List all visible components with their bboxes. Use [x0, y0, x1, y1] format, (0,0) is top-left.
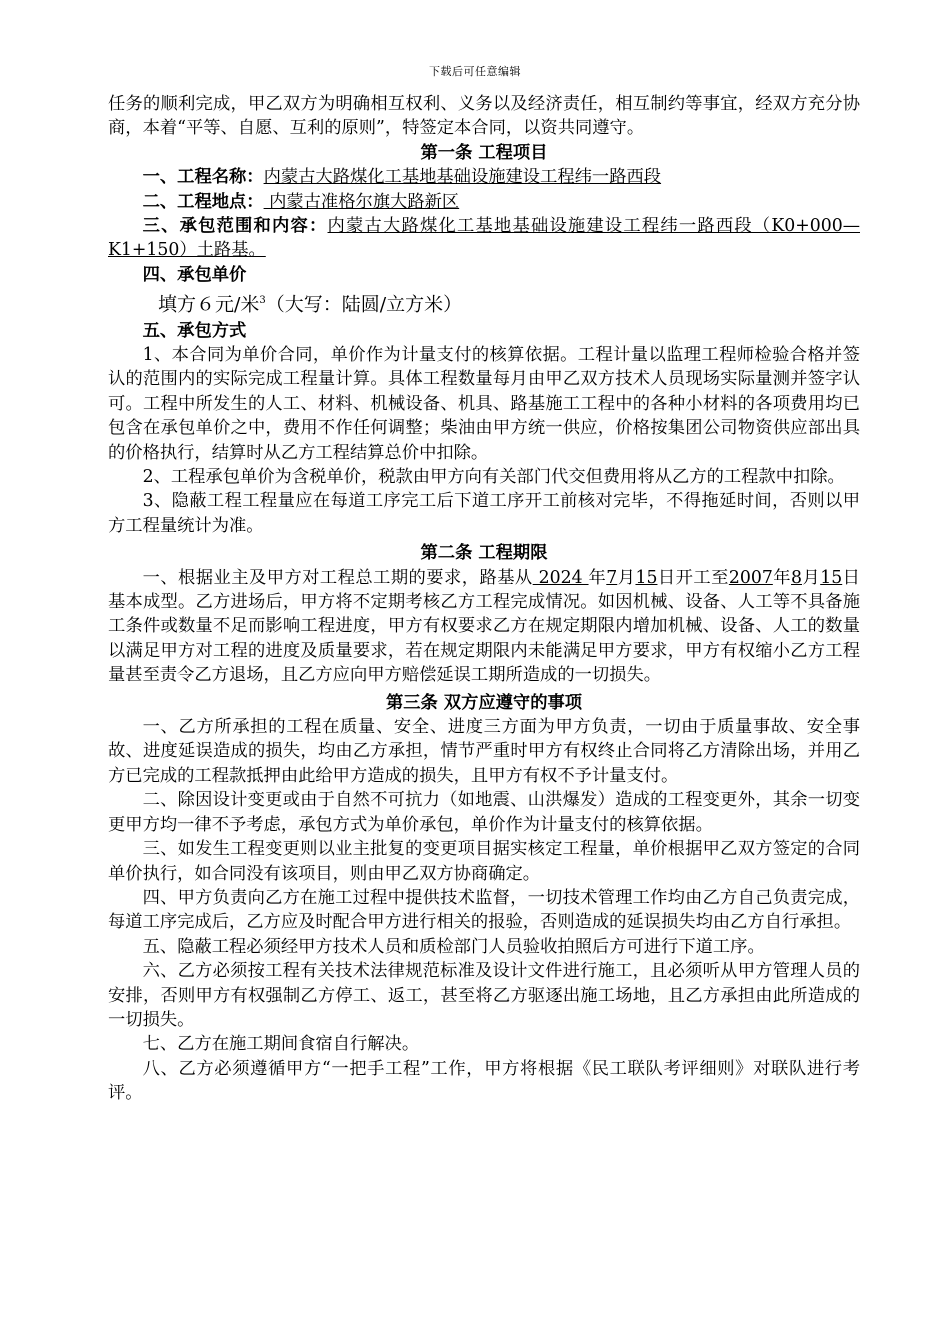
project-scope-line: [108, 214, 860, 263]
obligation-item: 五、隐蔽工程必须经甲方技术人员和质检部门人员验收拍照后方可进行下道工序。: [142, 936, 765, 957]
obligation-item: 二、除因设计变更或由于自然不可抗力（如地震、山洪爆发）造成的工程变更外，其余一切变更甲方均一律不予考虑，承包方式为单价承包，单价作为计量支付的核算依据。: [108, 790, 860, 835]
schedule-text-d: 日开工至: [657, 567, 729, 588]
schedule-text-e: 年: [772, 567, 792, 588]
project-location-value: 内蒙古准格尔旗大路新区: [263, 191, 460, 212]
obligation-item: 八、乙方必须遵循甲方“一把手工程”工作，甲方将根据《民工联队考评细则》对联队进行考评。: [108, 1058, 860, 1104]
project-scope-label: 三、承包范围和内容：: [142, 216, 328, 237]
contract-mode-item-2: 2、工程承包单价为含税单价，税款由甲方向有关部门代交但费用将从乙方的工程款中扣除。: [142, 467, 845, 488]
schedule-text-b: 年: [588, 567, 607, 588]
intro-paragraph: 任务的顺利完成，甲乙双方为明确相互权利、义务以及经济责任，相互制约等事宜，经双方充分协商，本着“平等、自愿、互利的原则”，特签定本合同，以资共同遵守。: [108, 94, 860, 139]
project-location-line: [108, 190, 860, 214]
project-scope-value: 内蒙古大路煤化工基地基础设施建设工程纬一路西段（K0+000—K1+150）土路基。: [108, 216, 860, 261]
end-day: 15: [820, 567, 843, 588]
schedule-text-a: 一、根据业主及甲方对工程总工期的要求，路基从: [142, 567, 533, 588]
obligation-item: 三、如发生工程变更则以业主批复的变更项目据实核定工程量，单价根据甲乙双方签定的合同单价执行，如合同没有该项目，则由甲乙双方协商确定。: [108, 839, 860, 884]
contract-body: [108, 92, 860, 1106]
start-month: 7: [606, 567, 618, 588]
start-year: 2024: [532, 567, 589, 588]
obligation-item: 六、乙方必须按工程有关技术法律规范标准及设计文件进行施工，且必须听从甲方管理人员的安排，否则甲方有权强制乙方停工、返工，甚至将乙方驱逐出施工场地，且乙方承担由此所造成的一切损失。: [108, 961, 860, 1030]
clause1-title: 第一条 工程项目: [420, 142, 548, 163]
contract-mode-item-3: 3、隐蔽工程工程量应在每道工序完工后下道工序开工前核对完毕，不得拖延时间，否则以甲方工程量统计为准。: [108, 491, 860, 536]
project-name-value: 内蒙古大路煤化工基地基础设施建设工程纬一路西段: [263, 167, 662, 188]
unit-price-label: 四、承包单价: [142, 264, 247, 285]
obligation-item: 七、乙方在施工期间食宿自行解决。: [142, 1034, 420, 1055]
contract-mode-label: 五、承包方式: [142, 320, 247, 341]
page-header: 下载后可任意编辑: [429, 65, 521, 78]
clause2-title: 第二条 工程期限: [420, 543, 548, 564]
schedule-text-g: 日基本成型。乙方进场后，甲方将不定期考核乙方工程完成情况。如因机械、设备、人工等不具备施工条件或数量不足而影响工程进度，甲方有权要求乙方在规定期限内增加机械、设备、人工的数量以满足甲方对工程的进度及质量要求，若在规定期限内未能满足甲方要求，甲方有权缩小乙方工程量甚至责令乙方退场，且乙方应向甲方赔偿延误工期所造成的一切损失。: [108, 567, 860, 686]
obligation-item: 四、甲方负责向乙方在施工过程中提供技术监督，一切技术管理工作均由乙方自己负责完成，每道工序完成后，乙方应及时配合甲方进行相关的报验，否则造成的延误损失均由乙方自行承担。: [108, 887, 860, 933]
start-day: 15: [635, 567, 658, 588]
end-year: 2007: [728, 567, 773, 588]
project-name-label: 一、工程名称：: [142, 167, 264, 188]
schedule-text-f: 月: [802, 567, 821, 588]
unit-price-line: [108, 287, 860, 318]
end-month: 8: [791, 567, 803, 588]
unit-price-uppercase: （大写：陆圆/立方米）: [265, 293, 463, 316]
schedule-text-c: 月: [617, 567, 636, 588]
clause3-title: 第三条 双方应遵守的事项: [385, 692, 583, 713]
project-name-line: [108, 165, 860, 189]
unit-price-text: 填方６元/米: [158, 293, 260, 316]
obligation-item: 一、乙方所承担的工程在质量、安全、进度三方面为甲方负责，一切由于质量事故、安全事故、进度延误造成的损失，均由乙方承担，情节严重时甲方有权终止合同将乙方清除出场，并用乙方已完成的工程款抵押由此给甲方造成的损失，且甲方有权不予计量支付。: [108, 717, 860, 786]
contract-mode-item-1: 1、本合同为单价合同，单价作为计量支付的核算依据。工程计量以监理工程师检验合格并签认的范围内的实际完成工程量计算。具体工程数量每月由甲乙双方技术人员现场实际量测并签字认可。工程中所发生的人工、材料、机械设备、机具、路基施工工程中的各种小材料的各项费用均已包含在承包单价之中，费用不作任何调整；柴油由甲方统一供应，价格按集团公司物资供应部出具的价格执行，结算时从乙方工程结算总价中扣除。: [108, 344, 860, 463]
unit-price-superscript: 3: [259, 295, 266, 307]
project-location-label: 二、工程地点：: [142, 191, 264, 212]
schedule-paragraph: [108, 566, 860, 688]
